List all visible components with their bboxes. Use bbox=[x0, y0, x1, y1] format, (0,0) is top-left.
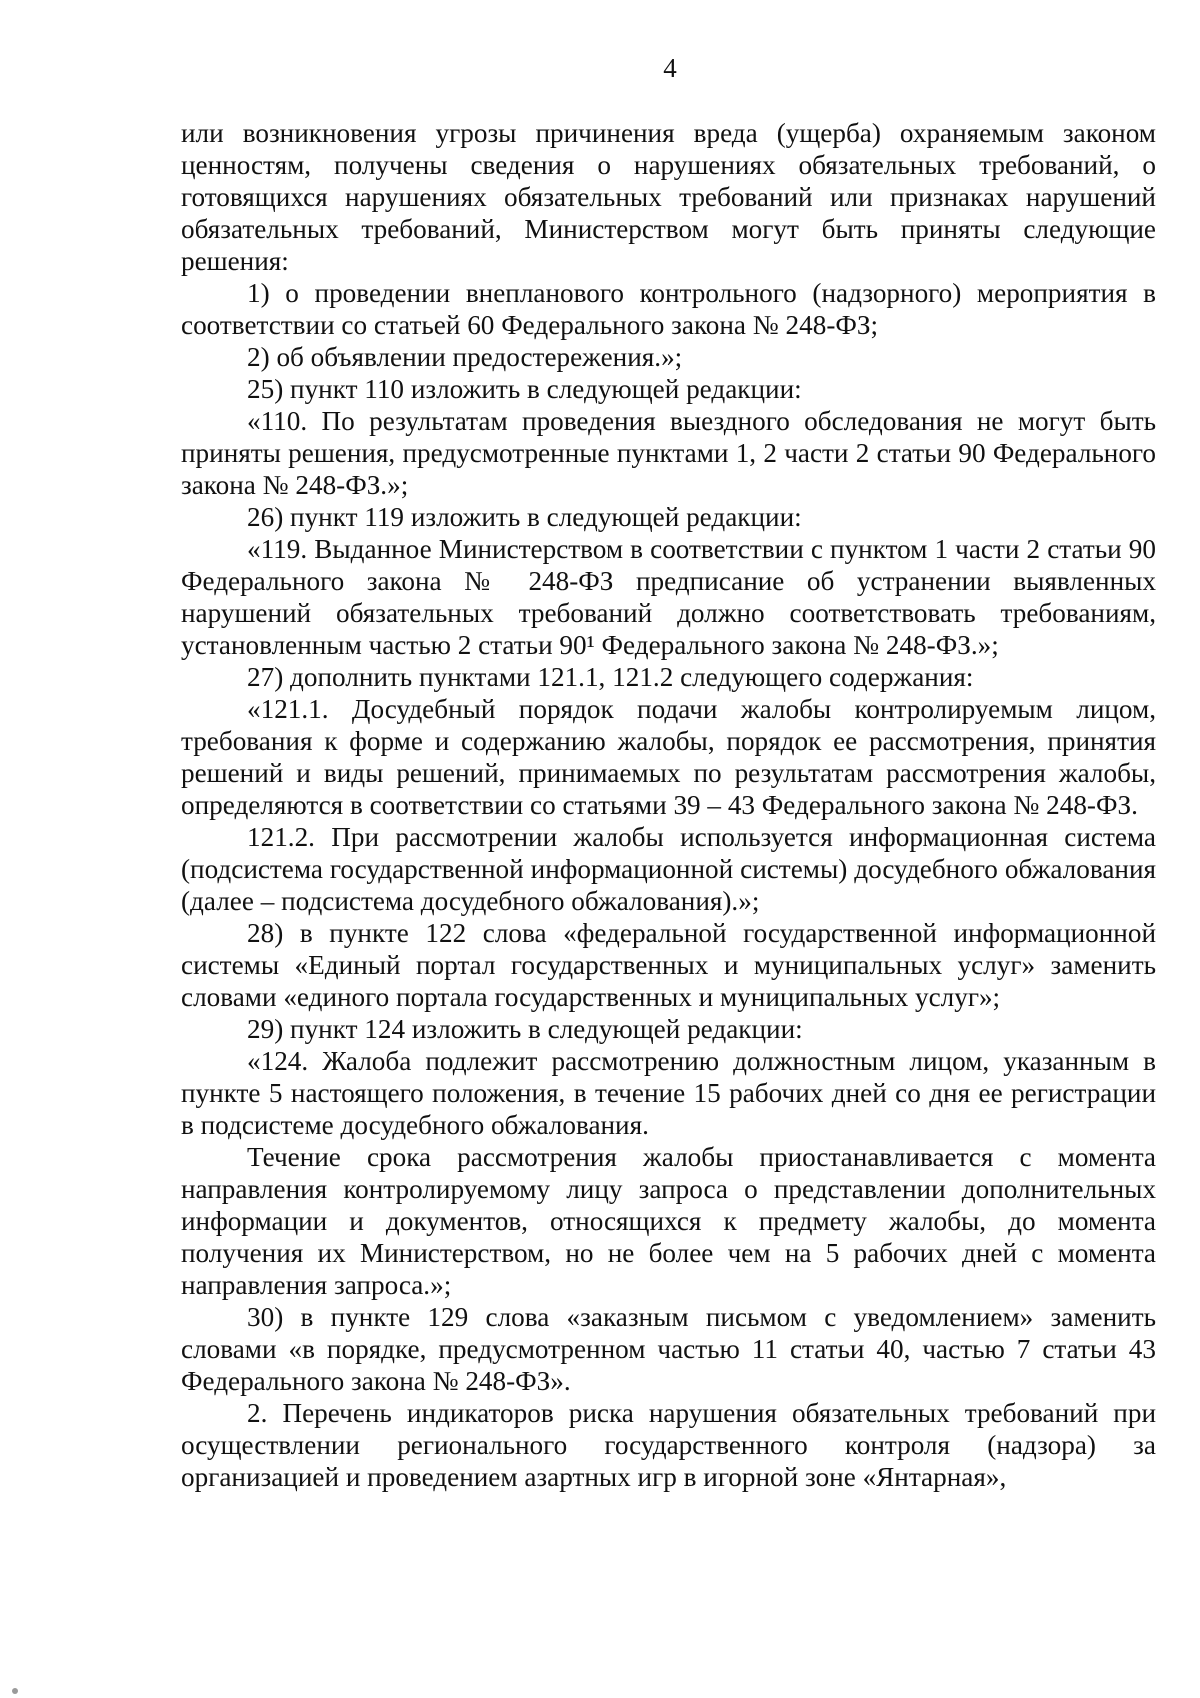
paragraph: Течение срока рассмотрения жалобы приостанавливается с момента направления контролируемому лицу запроса о представлении дополнительных информации и документов, относящихся к предмету жалобы, до момента получения их Министерством, но не более чем на 5 рабочих дней с момента направления запроса.»; bbox=[181, 1142, 1156, 1300]
paragraph: 27) дополнить пунктами 121.1, 121.2 следующего содержания: bbox=[247, 662, 974, 692]
paragraph: «110. По результатам проведения выездного обследования не могут быть приняты решения, предусмотренные пунктами 1, 2 части 2 статьи 90 Федерального закона № 248-ФЗ.»; bbox=[181, 406, 1156, 500]
paragraph: 28) в пункте 122 слова «федеральной государственной информационной системы «Единый портал государственных и муниципальных услуг» заменить словами «единого портала государственных и муниципальных услуг»; bbox=[181, 918, 1156, 1012]
scan-mark bbox=[12, 1688, 18, 1694]
page-number: 4 bbox=[663, 53, 677, 83]
document-body bbox=[181, 117, 1156, 1493]
paragraph: или возникновения угрозы причинения вреда (ущерба) охраняемым законом ценностям, получены сведения о нарушениях обязательных требований, о готовящихся нарушениях обязательных требований или признаках нарушений обязательных требований, Министерством могут быть приняты следующие решения: bbox=[181, 118, 1156, 276]
paragraph: 30) в пункте 129 слова «заказным письмом с уведомлением» заменить словами «в порядке, предусмотренном частью 11 статьи 40, частью 7 статьи 43 Федерального закона № 248-ФЗ». bbox=[181, 1302, 1156, 1396]
paragraph: «121.1. Досудебный порядок подачи жалобы контролируемым лицом, требования к форме и содержанию жалобы, порядок ее рассмотрения, принятия решений и виды решений, принимаемых по результатам рассмотрения жалобы, определяются в соответствии со статьями 39 – 43 Федерального закона № 248-ФЗ. bbox=[181, 694, 1156, 820]
paragraph: 1) о проведении внепланового контрольного (надзорного) мероприятия в соответствии со статьей 60 Федерального закона № 248-ФЗ; bbox=[181, 278, 1156, 340]
paragraph: 25) пункт 110 изложить в следующей редакции: bbox=[247, 374, 802, 404]
paragraph: «124. Жалоба подлежит рассмотрению должностным лицом, указанным в пункте 5 настоящего положения, в течение 15 рабочих дней со дня ее регистрации в подсистеме досудебного обжалования. bbox=[181, 1046, 1156, 1140]
paragraph: 2) об объявлении предостережения.»; bbox=[247, 342, 683, 372]
paragraph: 26) пункт 119 изложить в следующей редакции: bbox=[247, 502, 802, 532]
paragraph: 121.2. При рассмотрении жалобы используется информационная система (подсистема государственной информационной системы) досудебного обжалования (далее – подсистема досудебного обжалования).»; bbox=[181, 822, 1156, 916]
paragraph: 2. Перечень индикаторов риска нарушения обязательных требований при осуществлении регионального государственного контроля (надзора) за организацией и проведением азартных игр в игорной зоне «Янтарная», bbox=[181, 1398, 1156, 1492]
paragraph: 29) пункт 124 изложить в следующей редакции: bbox=[247, 1014, 803, 1044]
paragraph: «119. Выданное Министерством в соответствии с пунктом 1 части 2 статьи 90 Федерального закона № 248-ФЗ предписание об устранении выявленных нарушений обязательных требований должно соответствовать требованиям, установленным частью 2 статьи 90¹ Федерального закона № 248-ФЗ.»; bbox=[181, 534, 1156, 660]
